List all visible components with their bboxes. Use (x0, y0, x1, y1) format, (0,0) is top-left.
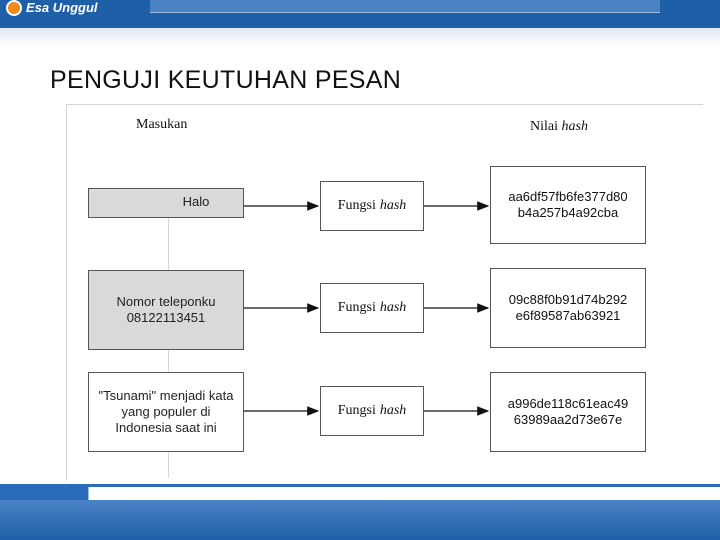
hash-function-box-3 (320, 386, 424, 436)
hash-function-box-1 (320, 181, 424, 231)
logo-icon (6, 0, 22, 16)
hash-output-text-1: aa6df57fb6fe377d80 b4a257b4a92cba (508, 189, 628, 220)
input-text-2: Nomor teleponku 08122113451 (116, 294, 216, 325)
header-accent-band (150, 0, 660, 13)
hash-output-box-1 (490, 166, 646, 244)
hash-function-label-2: Fungsi (337, 300, 376, 315)
column-header-output (530, 119, 588, 135)
header-shade (0, 28, 720, 46)
hash-function-italic-3: hash (379, 403, 407, 418)
input-text-1: Halo (182, 194, 210, 209)
university-logo (6, 0, 98, 16)
hash-function-label-1: Fungsi (337, 198, 376, 213)
hash-function-box-2 (320, 283, 424, 333)
input-text-3: "Tsunami" menjadi kata yang populer di Indonesia saat ini (98, 388, 234, 435)
footer-bar (0, 500, 720, 540)
hash-function-italic-2: hash (379, 300, 407, 315)
input-box-1 (88, 188, 244, 218)
footer-inset (88, 487, 720, 500)
column-header-output-text: Nilai (530, 119, 562, 134)
hash-function-label-3: Fungsi (337, 403, 376, 418)
page-title: PENGUJI KEUTUHAN PESAN (50, 66, 402, 94)
hash-output-box-2 (490, 268, 646, 348)
hash-function-italic-1: hash (379, 198, 407, 213)
column-header-input (136, 117, 187, 133)
hash-output-box-3 (490, 372, 646, 452)
input-box-3 (88, 372, 244, 452)
input-box-2 (88, 270, 244, 350)
header-bar (0, 0, 720, 28)
column-header-input-text: Masukan (136, 117, 188, 132)
hash-output-text-3: a996de118c61eac49 63989aa2d73e67e (507, 396, 629, 427)
column-header-output-italic: hash (561, 119, 588, 134)
footer-band (0, 484, 720, 500)
hash-output-text-2: 09c88f0b91d74b292 e6f89587ab63921 (508, 292, 628, 323)
logo-text: Esa Unggul (26, 0, 98, 15)
